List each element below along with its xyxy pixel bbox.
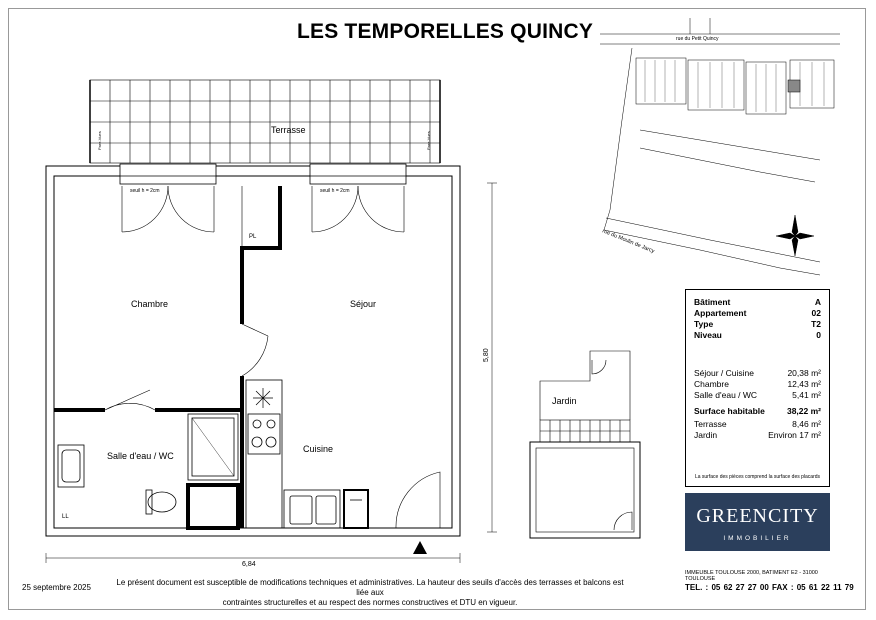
info-area-row: Séjour / Cuisine 20,38 m² [694, 368, 821, 378]
info-appartement: Appartement 02 [694, 308, 821, 318]
room-label-terrasse: Terrasse [271, 125, 306, 135]
greencity-logo [685, 493, 830, 551]
site-street-top: rue du Petit Quincy [676, 36, 719, 42]
info-area-row: Salle d'eau / WC 5,41 m² [694, 390, 821, 400]
info-surface-habitable: Surface habitable 38,22 m² [694, 406, 821, 416]
logo-brand: GREENCITY [696, 505, 819, 527]
company-contact: TEL. : 05 62 27 27 00 FAX : 05 61 22 11 79 [685, 583, 854, 592]
entrance-arrow-icon [413, 541, 427, 554]
info-niveau: Niveau 0 [694, 330, 821, 340]
top-windows [120, 164, 406, 184]
info-note: La surface des pièces comprend la surface des placards [694, 474, 821, 480]
info-jardin: Jardin Environ 17 m² [694, 430, 821, 440]
site-street-bottom: rue du Moulin de Jarcy [601, 228, 656, 255]
seuil-right-label: seuil h = 2cm [320, 188, 350, 194]
garden-area [530, 351, 640, 538]
pl-label: PL [249, 234, 257, 240]
company-address: IMMEUBLE TOULOUSE 2000, BATIMENT E2 - 31000 TOULOUSE [685, 570, 818, 582]
compass-rose-icon [776, 215, 814, 256]
interior-doors [105, 324, 440, 528]
dimension-lines [46, 183, 497, 563]
logo-sub: IMMOBILIER [723, 535, 792, 542]
info-area-row: Chambre 12,43 m² [694, 379, 821, 389]
room-label-cuisine: Cuisine [303, 444, 334, 454]
seuil-left-label: seuil h = 2cm [130, 188, 160, 194]
info-type: Type T2 [694, 319, 821, 329]
info-batiment: Bâtiment A [694, 297, 821, 307]
pare-vues-left: Pare-Vues [97, 131, 102, 150]
ll-label: LL [62, 514, 69, 520]
page-title: LES TEMPORELLES QUINCY [296, 20, 594, 43]
kitchen-fixtures [246, 380, 368, 528]
snowflake-icon [253, 388, 273, 408]
pare-vues-right: Pare-Vues [426, 131, 431, 150]
document-date: 25 septembre 2025 [22, 583, 91, 592]
room-label-chambre: Chambre [131, 299, 169, 309]
room-label-jardin: Jardin [552, 396, 577, 406]
disclaimer: Le présent document est susceptible de modifications techniques et administratives. La hauteur des seuils d'accès des terrasses et balcons est liée aux contraintes structurelles et au respect des normes constructives et DTU en vigueur. [116, 578, 624, 607]
info-panel [685, 289, 830, 487]
room-label-sejour: Séjour [350, 299, 377, 309]
dimension-width: 6,84 [242, 561, 256, 568]
dimension-height: 5,80 [483, 348, 490, 362]
info-terrasse: Terrasse 8,46 m² [694, 419, 821, 429]
bathroom-fixtures [58, 414, 238, 514]
exterior-walls [46, 166, 460, 536]
window-door-arcs [122, 186, 404, 232]
terrace-area [90, 80, 440, 163]
room-label-salle-eau: Salle d'eau / WC [107, 451, 174, 461]
